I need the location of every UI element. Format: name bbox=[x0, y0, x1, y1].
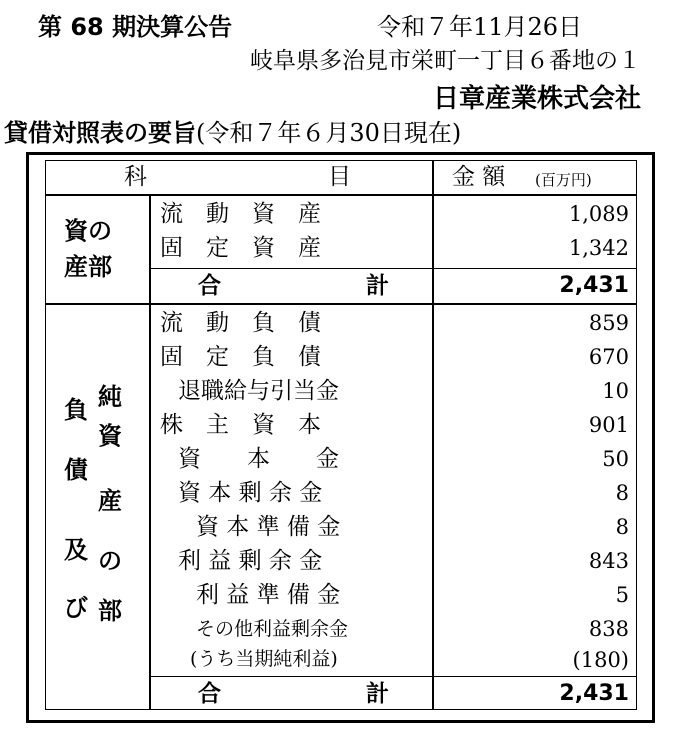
liabilities-label-char: 債 bbox=[64, 456, 88, 484]
equity-row-label: 資 本 準 備 金 bbox=[196, 514, 341, 540]
header-line-1 bbox=[38, 13, 583, 41]
fiscal-period-title: 第 68 期決算公告 bbox=[38, 13, 233, 41]
equity-row-value: 8 bbox=[615, 481, 629, 505]
liabilities-total-rule bbox=[150, 676, 637, 677]
equity-row-label: その他利益剰余金 bbox=[196, 618, 349, 640]
assets-section-label-1: 資の bbox=[64, 217, 112, 245]
net-assets-label-char: 部 bbox=[98, 597, 122, 625]
company-address: 岐阜県多治見市栄町一丁目６番地の１ bbox=[250, 48, 641, 74]
net-income-row-label: (うち当期純利益) bbox=[190, 648, 338, 670]
company-name: 日章産業株式会社 bbox=[432, 84, 641, 114]
liability-row-value: 10 bbox=[602, 379, 629, 403]
net-assets-label-char: 産 bbox=[98, 487, 122, 515]
net-assets-label-char: 資 bbox=[98, 422, 122, 450]
liabilities-label-char: 及 bbox=[64, 536, 88, 564]
equity-row-value: 901 bbox=[588, 413, 629, 437]
net-income-row-value: (180) bbox=[572, 648, 629, 672]
document-title-line bbox=[4, 121, 461, 145]
col-header-subject-1: 科 bbox=[124, 164, 147, 190]
equity-row-label: 利 益 剰 余 金 bbox=[178, 548, 323, 574]
notice-date: 令和７年11月26日 bbox=[377, 13, 583, 41]
liability-row-label: 退職給与引当金 bbox=[178, 378, 339, 404]
assets-total-value: 2,431 bbox=[559, 273, 629, 298]
document-title: 貸借対照表の要旨 bbox=[4, 119, 196, 147]
liabilities-total-label-1: 合 bbox=[198, 681, 221, 707]
liability-row-value: 670 bbox=[588, 345, 629, 369]
equity-row-value: 50 bbox=[602, 447, 629, 471]
equity-row-label: 株 主 資 本 bbox=[160, 412, 321, 438]
liability-row-label: 固 定 負 債 bbox=[160, 344, 321, 370]
equity-row-label: 資 本 金 bbox=[178, 446, 339, 472]
equity-row-value: 8 bbox=[615, 515, 629, 539]
liabilities-total-value: 2,431 bbox=[559, 681, 629, 706]
equity-row-value: 838 bbox=[588, 617, 629, 641]
liability-row-value: 859 bbox=[588, 311, 629, 335]
equity-row-label: 利 益 準 備 金 bbox=[196, 582, 341, 608]
asset-row-label: 固 定 資 産 bbox=[160, 235, 321, 261]
col-header-amount: 金 額 bbox=[452, 164, 506, 190]
equity-row-label: 資 本 剰 余 金 bbox=[178, 480, 323, 506]
assets-section-divider bbox=[45, 303, 637, 305]
assets-total-rule bbox=[150, 268, 637, 269]
net-assets-label-char: の bbox=[98, 547, 122, 575]
liability-row-label: 流 動 負 債 bbox=[160, 310, 321, 336]
header-row-divider bbox=[45, 194, 637, 196]
liabilities-label-char: び bbox=[64, 594, 88, 622]
equity-row-value: 843 bbox=[588, 549, 629, 573]
col-header-subject-2: 目 bbox=[328, 164, 351, 190]
amount-column-divider bbox=[432, 160, 434, 710]
section-column-divider bbox=[149, 195, 151, 710]
asset-row-label: 流 動 資 産 bbox=[160, 201, 321, 227]
asset-row-value: 1,342 bbox=[568, 236, 629, 260]
net-assets-label-char: 純 bbox=[98, 383, 122, 411]
col-header-unit: (百万円) bbox=[535, 171, 592, 189]
equity-row-value: 5 bbox=[615, 583, 629, 607]
asset-row-value: 1,089 bbox=[568, 202, 629, 226]
assets-total-label-2: 計 bbox=[366, 273, 389, 299]
assets-section-label-2: 産部 bbox=[64, 253, 112, 281]
liabilities-total-label-2: 計 bbox=[366, 681, 389, 707]
balance-date: (令和７年６月30日現在) bbox=[196, 119, 462, 147]
liabilities-label-char: 負 bbox=[64, 396, 88, 424]
assets-total-label-1: 合 bbox=[198, 273, 221, 299]
